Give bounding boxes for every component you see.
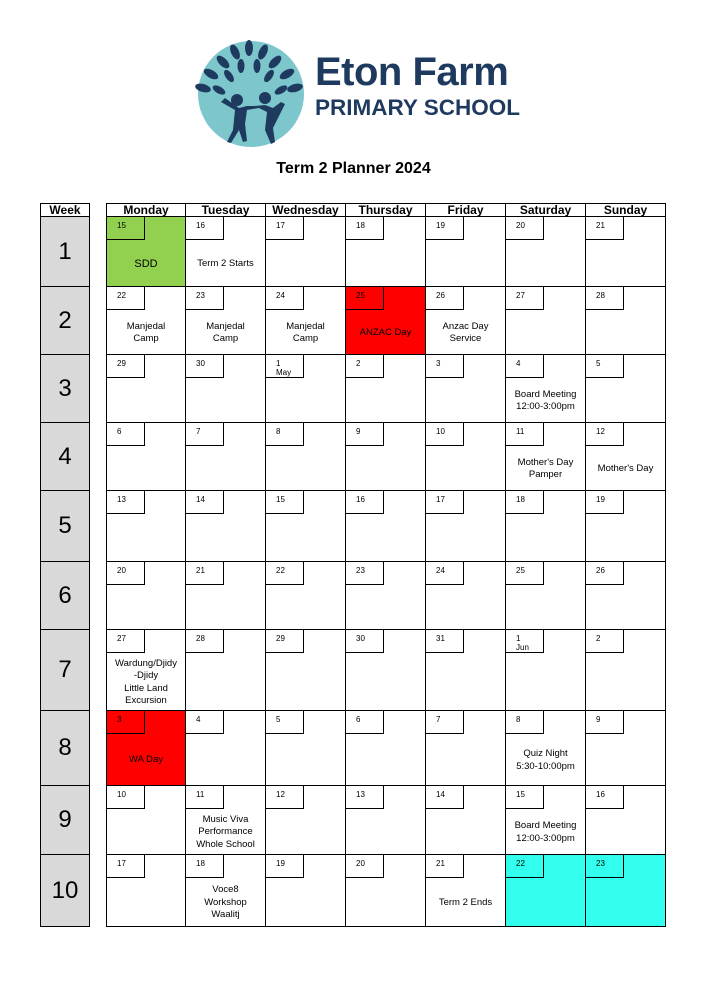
day-number: 19: [426, 217, 464, 240]
day-cell: [506, 491, 586, 562]
day-header-friday: Friday: [426, 203, 506, 217]
event-label: Anzac Day Service: [442, 320, 489, 344]
day-cell: [346, 562, 426, 630]
day-number: 11: [506, 423, 544, 446]
day-cell: [426, 562, 506, 630]
day-cell: [106, 423, 186, 491]
day-number: 10: [107, 786, 145, 809]
day-number: 13: [346, 786, 384, 809]
day-cell: [426, 855, 506, 927]
event-label: Wardung/Djidy -Djidy Little Land Excursion: [115, 657, 177, 706]
day-number: 8: [266, 423, 304, 446]
day-cell: [586, 786, 666, 855]
day-number: 21: [186, 562, 224, 585]
day-number: 25: [346, 287, 384, 310]
day-cell: [266, 711, 346, 786]
day-number: 8: [506, 711, 544, 734]
week-number: 4: [40, 423, 90, 491]
day-cell: [186, 217, 266, 287]
day-cell: [346, 287, 426, 355]
week-row: [106, 630, 666, 711]
day-cell: [266, 855, 346, 927]
day-cell: [506, 786, 586, 855]
day-cell: [586, 423, 666, 491]
event-label: Board Meeting 12:00-3:00pm: [514, 820, 577, 844]
day-number: 29: [107, 355, 145, 378]
day-number: 28: [186, 630, 224, 653]
day-number: 13: [107, 491, 145, 514]
day-number: 21: [426, 855, 464, 878]
week-number: 1: [40, 217, 90, 287]
day-number: 18: [346, 217, 384, 240]
event-label: SDD: [134, 257, 158, 270]
event-label: Manjedal Camp: [286, 320, 325, 344]
day-number: 17: [266, 217, 304, 240]
day-number: 5: [266, 711, 304, 734]
day-cell: [266, 217, 346, 287]
day-cell: [266, 423, 346, 491]
day-number: 16: [586, 786, 624, 809]
day-cell: [426, 287, 506, 355]
week-number: 5: [40, 491, 90, 562]
week-row: [106, 355, 666, 423]
event-label: Board Meeting 12:00-3:00pm: [514, 388, 577, 412]
day-number: 11: [186, 786, 224, 809]
day-cell: [186, 630, 266, 711]
day-number: 1 May: [266, 355, 304, 378]
event-label: Mother's Day Pamper: [517, 456, 574, 480]
day-cell: [586, 491, 666, 562]
day-cell: [506, 217, 586, 287]
week-column: [40, 203, 90, 927]
day-cell: [266, 491, 346, 562]
day-cell: [586, 355, 666, 423]
day-cell: [346, 630, 426, 711]
day-cell: [186, 423, 266, 491]
day-number: 18: [506, 491, 544, 514]
day-number: 3: [426, 355, 464, 378]
page-title: Term 2 Planner 2024: [276, 160, 431, 177]
day-cell: [506, 355, 586, 423]
day-cell: [106, 786, 186, 855]
day-number: 19: [586, 491, 624, 514]
day-number: 7: [186, 423, 224, 446]
day-number: 24: [266, 287, 304, 310]
day-cell: [426, 630, 506, 711]
day-number: 31: [426, 630, 464, 653]
day-cell: [586, 562, 666, 630]
day-header-monday: Monday: [106, 203, 186, 217]
day-cell: [106, 630, 186, 711]
day-cell: [506, 711, 586, 786]
event-label: Term 2 Ends: [438, 896, 493, 908]
day-number: 15: [506, 786, 544, 809]
week-number: 3: [40, 355, 90, 423]
day-cell: [426, 217, 506, 287]
day-number: 10: [426, 423, 464, 446]
day-number: 26: [586, 562, 624, 585]
day-cell: [266, 630, 346, 711]
day-number: 5: [586, 355, 624, 378]
day-number: 17: [426, 491, 464, 514]
day-number: 12: [266, 786, 304, 809]
day-number: 30: [346, 630, 384, 653]
day-number: 4: [186, 711, 224, 734]
day-cell: [426, 423, 506, 491]
week-number: 9: [40, 786, 90, 855]
day-cell: [266, 562, 346, 630]
school-subtitle: PRIMARY SCHOOL: [315, 95, 521, 120]
day-header-sunday: Sunday: [586, 203, 666, 217]
week-row: [106, 562, 666, 630]
day-cell: [186, 355, 266, 423]
day-number: 14: [186, 491, 224, 514]
event-label: Mother's Day: [597, 462, 654, 474]
day-number: 18: [186, 855, 224, 878]
school-name: Eton Farm: [315, 50, 509, 94]
day-number: 20: [346, 855, 384, 878]
day-number: 9: [586, 711, 624, 734]
day-number: 23: [346, 562, 384, 585]
day-number: 25: [506, 562, 544, 585]
day-number: 22: [107, 287, 145, 310]
day-number: 26: [426, 287, 464, 310]
day-number: 29: [266, 630, 304, 653]
day-number: 16: [186, 217, 224, 240]
week-row: [106, 786, 666, 855]
week-row: [106, 491, 666, 562]
day-cell: [506, 855, 586, 927]
day-cell: [426, 786, 506, 855]
day-cell: [346, 423, 426, 491]
day-cell: [506, 423, 586, 491]
event-label: Voce8 Workshop Waalitj: [204, 884, 247, 921]
day-number: 27: [107, 630, 145, 653]
day-cell: [586, 711, 666, 786]
day-number: 19: [266, 855, 304, 878]
day-number: 6: [346, 711, 384, 734]
day-cell: [346, 217, 426, 287]
day-cell: [106, 217, 186, 287]
day-number: 2: [586, 630, 624, 653]
day-cell: [586, 217, 666, 287]
day-cell: [346, 786, 426, 855]
day-number: 16: [346, 491, 384, 514]
day-number: 28: [586, 287, 624, 310]
week-number: 6: [40, 562, 90, 630]
day-cell: [506, 287, 586, 355]
event-label: Manjedal Camp: [206, 320, 245, 344]
day-cell: [186, 562, 266, 630]
day-cell: [266, 355, 346, 423]
day-number: 20: [506, 217, 544, 240]
day-number: 15: [107, 217, 145, 240]
day-number: 15: [266, 491, 304, 514]
event-label: Quiz Night 5:30-10:00pm: [516, 748, 575, 772]
event-label: WA Day: [129, 754, 163, 766]
day-number: 23: [186, 287, 224, 310]
day-number: 6: [107, 423, 145, 446]
day-number: 12: [586, 423, 624, 446]
day-number: 9: [346, 423, 384, 446]
day-cell: [346, 855, 426, 927]
week-header: Week: [40, 203, 90, 217]
day-cell: [426, 711, 506, 786]
day-number: 17: [107, 855, 145, 878]
week-number: 2: [40, 287, 90, 355]
day-cell: [506, 562, 586, 630]
day-number: 3: [107, 711, 145, 734]
day-cell: [586, 630, 666, 711]
week-number: 7: [40, 630, 90, 711]
day-cell: [506, 630, 586, 711]
day-cell: [266, 287, 346, 355]
calendar-grid: [106, 203, 666, 927]
day-cell: [426, 491, 506, 562]
week-number: 8: [40, 711, 90, 786]
event-label: Manjedal Camp: [126, 320, 166, 344]
day-number: 30: [186, 355, 224, 378]
day-number: 23: [586, 855, 624, 878]
day-cell: [426, 355, 506, 423]
day-cell: [266, 786, 346, 855]
week-row: [106, 711, 666, 786]
week-number: 10: [40, 855, 90, 927]
day-number: 20: [107, 562, 145, 585]
event-label: Music Viva Performance Whole School: [196, 813, 255, 850]
day-header-wednesday: Wednesday: [266, 203, 346, 217]
day-number: 7: [426, 711, 464, 734]
week-row: [106, 287, 666, 355]
day-number: 22: [506, 855, 544, 878]
event-label: Term 2 Starts: [197, 257, 254, 269]
week-row: [106, 423, 666, 491]
day-cell: [186, 855, 266, 927]
day-cell: [186, 711, 266, 786]
day-header-saturday: Saturday: [506, 203, 586, 217]
day-cell: [106, 855, 186, 927]
day-cell: [586, 855, 666, 927]
day-cell: [346, 711, 426, 786]
week-row: [106, 217, 666, 287]
day-number: 4: [506, 355, 544, 378]
day-number: 1 Jun: [506, 630, 544, 653]
day-header-thursday: Thursday: [346, 203, 426, 217]
day-cell: [106, 562, 186, 630]
day-number: 22: [266, 562, 304, 585]
day-cell: [106, 287, 186, 355]
day-cell: [186, 287, 266, 355]
day-cell: [106, 711, 186, 786]
day-number: 2: [346, 355, 384, 378]
week-row: [106, 855, 666, 927]
day-number: 14: [426, 786, 464, 809]
day-header-tuesday: Tuesday: [186, 203, 266, 217]
day-cell: [186, 786, 266, 855]
day-cell: [106, 491, 186, 562]
day-number: 27: [506, 287, 544, 310]
day-cell: [346, 355, 426, 423]
day-cell: [586, 287, 666, 355]
day-header-row: [106, 203, 666, 217]
day-cell: [186, 491, 266, 562]
day-cell: [106, 355, 186, 423]
event-label: ANZAC Day: [359, 326, 412, 338]
day-number: 21: [586, 217, 624, 240]
day-number: 24: [426, 562, 464, 585]
day-cell: [346, 491, 426, 562]
